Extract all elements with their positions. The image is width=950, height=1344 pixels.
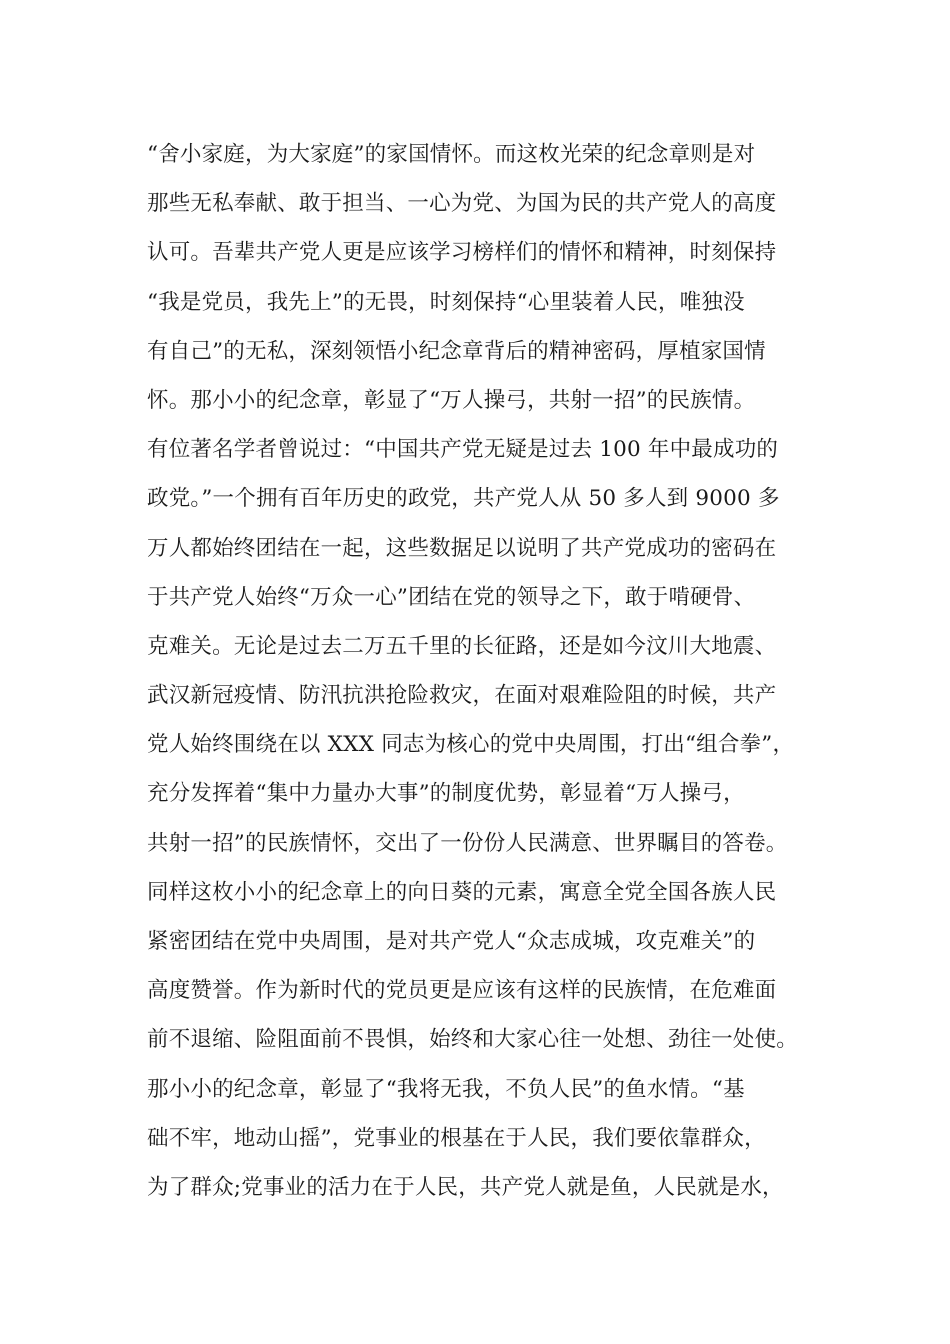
text-line: 充分发挥着“集中力量办大事”的制度优势，彰显着“万人操弓，	[147, 781, 745, 807]
text-line: 有位著名学者曾说过：“中国共产党无疑是过去 100 年中最成功的	[147, 437, 779, 463]
text-line: 有自己”的无私，深刻领悟小纪念章背后的精神密码，厚植家国情	[147, 338, 766, 364]
text-line: 前不退缩、险阻面前不畏惧，始终和大家心往一处想、劲往一处使。	[147, 1027, 799, 1053]
text-line: 党人始终围绕在以 XXX 同志为核心的党中央周围，打出“组合拳”，	[147, 732, 795, 758]
text-line: “舍小家庭，为大家庭”的家国情怀。而这枚光荣的纪念章则是对	[147, 142, 756, 167]
text-line: 高度赞誉。作为新时代的党员更是应该有这样的民族情，在危难面	[147, 978, 777, 1004]
text-line: 政党。”一个拥有百年历史的政党，共产党人从 50 多人到 9000 多	[147, 486, 780, 512]
text-line: 础不牢，地动山摇”，党事业的根基在于人民，我们要依靠群众，	[147, 1125, 766, 1151]
text-line: 为了群众;党事业的活力在于人民，共产党人就是鱼，人民就是水，	[147, 1174, 784, 1200]
text-line: 那些无私奉献、敢于担当、一心为党、为国为民的共产党人的高度	[147, 191, 777, 217]
text-line: 共射一招”的民族情怀，交出了一份份人民满意、世界瞩目的答卷。	[147, 830, 788, 856]
text-line: 认可。吾辈共产党人更是应该学习榜样们的情怀和精神，时刻保持	[147, 240, 777, 266]
text-line: 怀。那小小的纪念章，彰显了“万人操弓，共射一招”的民族情。	[147, 387, 756, 413]
text-line: 克难关。无论是过去二万五千里的长征路，还是如今汶川大地震、	[147, 633, 777, 659]
text-line: 武汉新冠疫情、防汛抗洪抢险救灾，在面对艰难险阻的时候，共产	[147, 683, 777, 709]
text-line: 万人都始终团结在一起，这些数据足以说明了共产党成功的密码在	[147, 535, 777, 561]
text-line: 同样这枚小小的纪念章上的向日葵的元素，寓意全党全国各族人民	[147, 879, 777, 905]
text-line: 紧密团结在党中央周围，是对共产党人“众志成城，攻克难关”的	[147, 929, 756, 954]
text-line: 于共产党人始终“万众一心”团结在党的领导之下，敢于啃硬骨、	[147, 584, 756, 610]
document-body	[147, 130, 827, 1212]
text-line: 那小小的纪念章，彰显了“我将无我，不负人民”的鱼水情。“基	[147, 1076, 745, 1102]
text-line: “我是党员，我先上”的无畏，时刻保持“心里装着人民，唯独没	[147, 289, 745, 315]
